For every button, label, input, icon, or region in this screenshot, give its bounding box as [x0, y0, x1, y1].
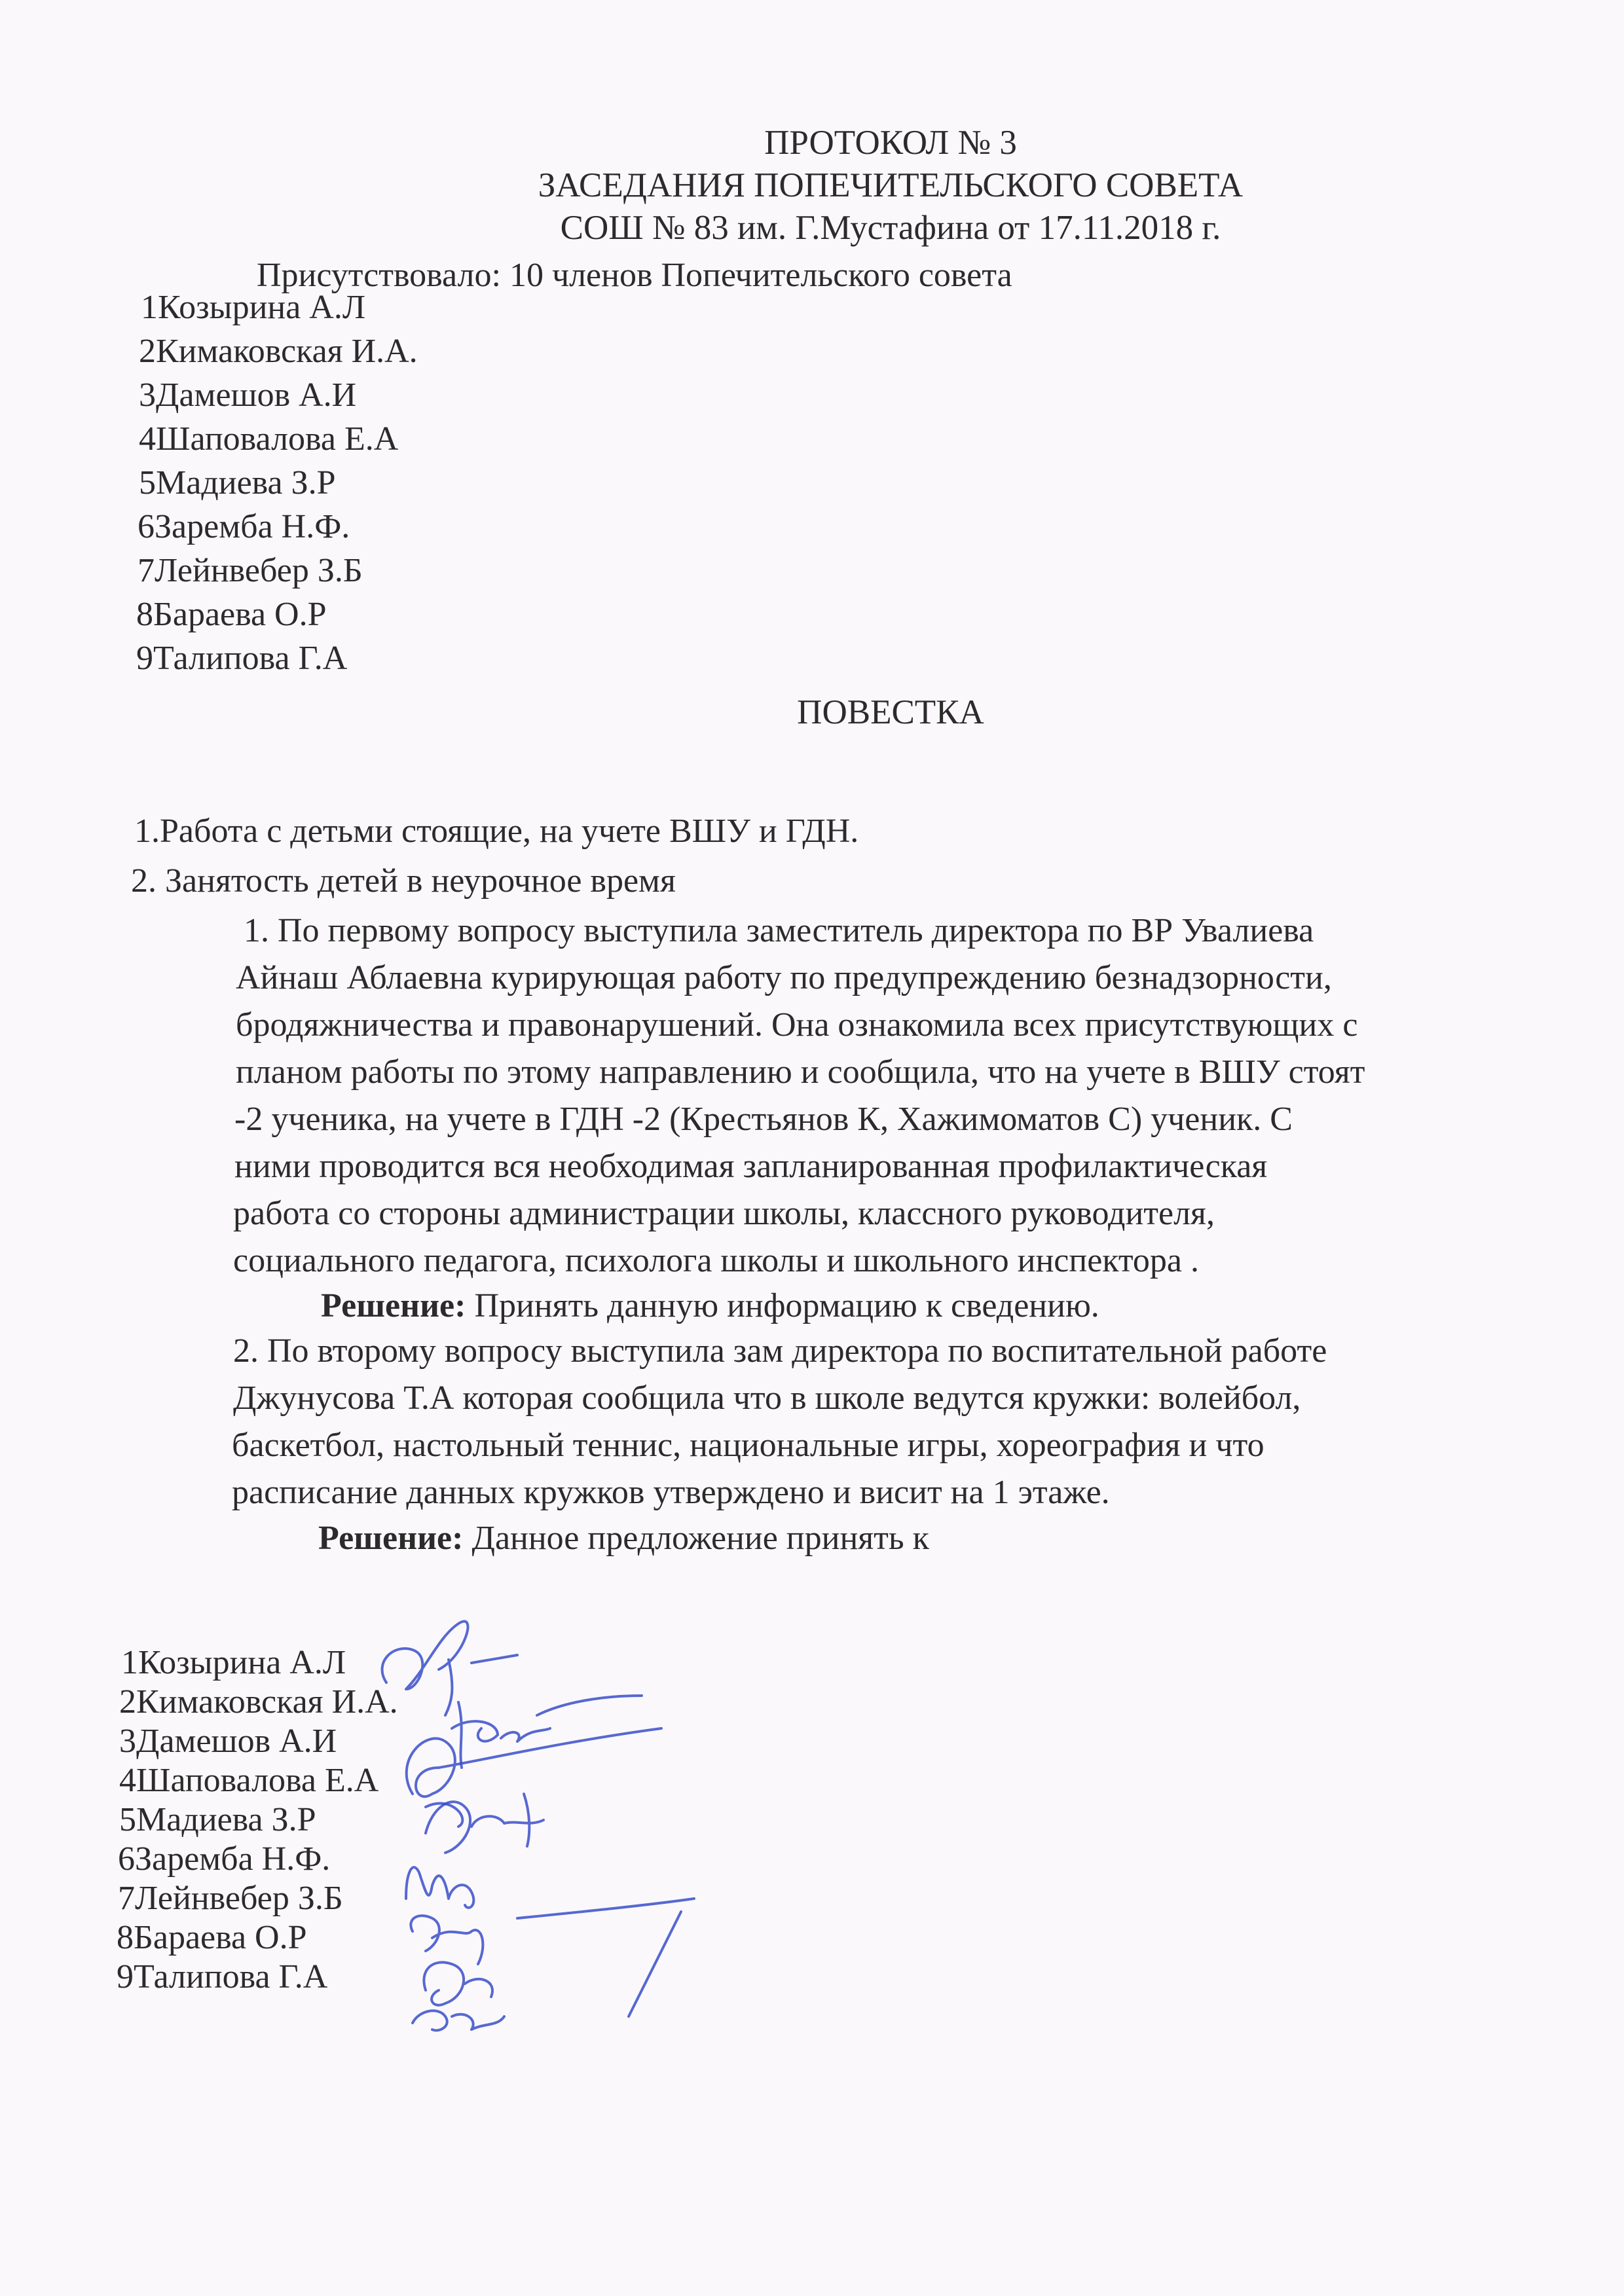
member-item: 3Дамешов А.И — [139, 376, 357, 414]
signature-1 — [382, 1621, 517, 1715]
member-item: 4Шаповалова Е.А — [139, 420, 399, 458]
paragraph-line: 2. По второму вопросу выступила зам директора по воспитательной работе — [233, 1332, 1327, 1370]
signature-8 — [413, 2011, 504, 2030]
member-item: 5Мадиева З.Р — [139, 464, 336, 501]
decision-text: Принять данную информацию к сведению. — [466, 1287, 1099, 1324]
member-item: 8Бараева О.Р — [136, 596, 327, 633]
signature-5 — [406, 1867, 473, 1908]
decision-text: Данное предложение принять к — [463, 1520, 929, 1557]
signature-member: 6Заремба Н.Ф. — [118, 1840, 331, 1878]
paragraph-line: 1. По первому вопросу выступила заместитель директора по ВР Увалиева — [244, 912, 1314, 949]
agenda-item: 2. Занятость детей в неурочное время — [131, 862, 676, 900]
decision-1 — [321, 1286, 1099, 1326]
decision-label: Решение: — [321, 1287, 466, 1324]
paragraph-line: работа со стороны администрации школы, классного руководителя, — [233, 1195, 1215, 1232]
agenda-heading: ПОВЕСТКА — [797, 693, 984, 731]
member-item: 6Заремба Н.Ф. — [138, 508, 350, 545]
school-date-line: СОШ № 83 им. Г.Мустафина от 17.11.2018 г. — [560, 209, 1221, 247]
signature-member: 3Дамешов А.И — [119, 1722, 337, 1760]
signature-7 — [424, 1962, 492, 2005]
paragraph-line: социального педагога, психолога школы и школьного инспектора . — [233, 1242, 1199, 1279]
attendance-line: Присутствовало: 10 членов Попечительского совета — [257, 257, 1012, 294]
paragraph-line: бродяжничества и правонарушений. Она ознакомила всех присутствующих с — [236, 1006, 1358, 1044]
paragraph-line: расписание данных кружков утверждено и висит на 1 этаже. — [232, 1474, 1110, 1511]
agenda-item: 1.Работа с детьми стоящие, на учете ВШУ и ГДН. — [134, 812, 859, 850]
member-item: 9Талипова Г.А — [136, 640, 348, 677]
decision-label: Решение: — [318, 1520, 464, 1557]
paragraph-line: планом работы по этому направлению и сообщила, что на учете в ВШУ стоят — [236, 1053, 1365, 1091]
paragraph-line: баскетбол, настольный теннис, национальные игры, хореография и что — [232, 1427, 1264, 1464]
signature-member: 1Козырина А.Л — [121, 1644, 346, 1681]
signature-3 — [407, 1728, 661, 1827]
signature-member: 8Бараева О.Р — [117, 1919, 307, 1956]
signature-member: 9Талипова Г.А — [117, 1958, 328, 1995]
paragraph-line: Джунусова Т.А которая сообщила что в школе ведутся кружки: волейбол, — [233, 1379, 1301, 1417]
paragraph-line: Айнаш Аблаевна курирующая работу по предупреждению безнадзорности, — [236, 959, 1332, 996]
signature-member: 4Шаповалова Е.А — [119, 1762, 379, 1799]
protocol-title: ПРОТОКОЛ № 3 — [764, 124, 1017, 162]
handwritten-signatures — [367, 1597, 956, 2043]
protocol-subtitle: ЗАСЕДАНИЯ ПОПЕЧИТЕЛЬСКОГО СОВЕТА — [538, 166, 1244, 204]
member-item: 1Козырина А.Л — [141, 289, 366, 326]
signature-member: 5Мадиева З.Р — [119, 1801, 316, 1838]
member-item: 2Кимаковская И.А. — [139, 333, 418, 370]
signature-member: 7Лейнвебер З.Б — [118, 1880, 343, 1917]
member-item: 7Лейнвебер З.Б — [138, 552, 363, 589]
signature-member: 2Кимаковская И.А. — [119, 1683, 398, 1721]
decision-2 — [318, 1519, 929, 1558]
paragraph-line: -2 ученика, на учете в ГДН -2 (Крестьянов К, Хажимоматов С) ученик. С — [234, 1101, 1293, 1138]
signature-2 — [452, 1696, 642, 1768]
paragraph-line: ними проводится вся необходимая запланированная профилактическая — [234, 1148, 1268, 1185]
